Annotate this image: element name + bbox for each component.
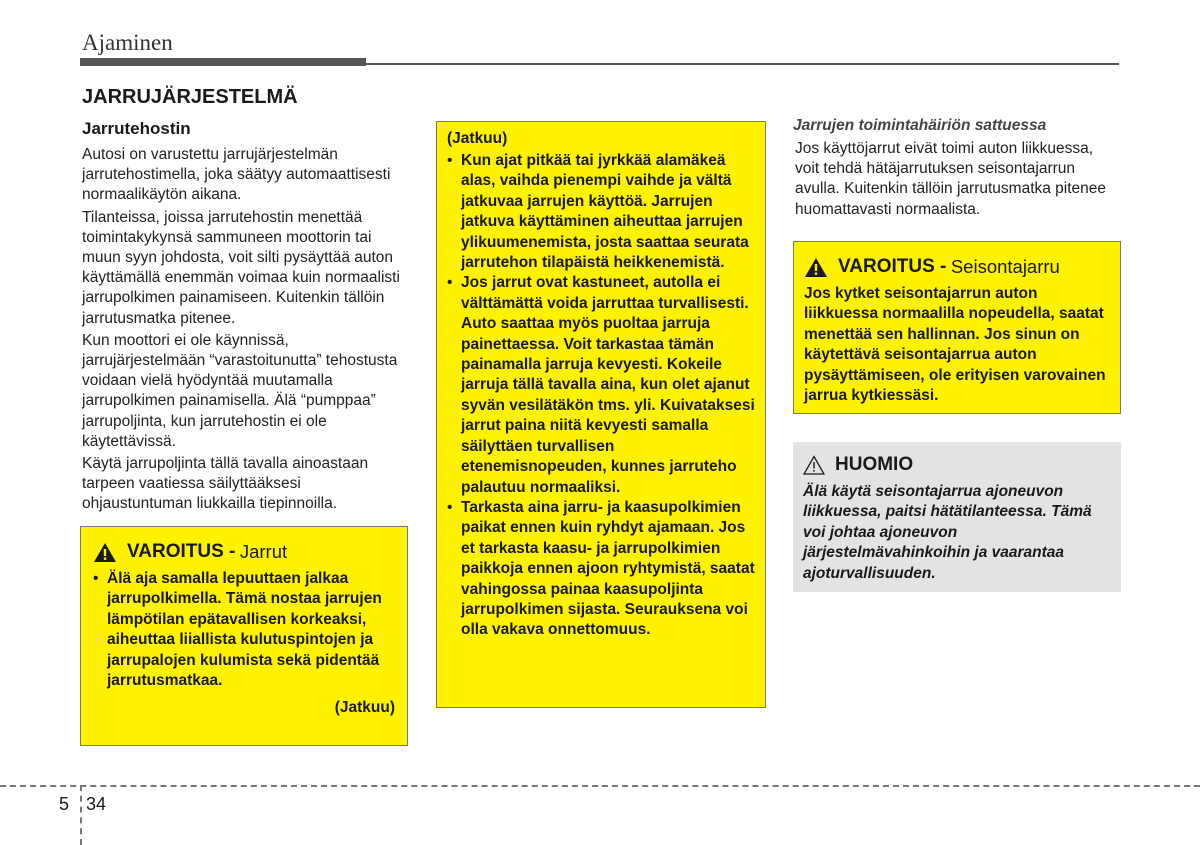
continued-header: (Jatkuu): [447, 130, 508, 147]
warning-triangle-icon: [93, 542, 117, 563]
paragraph-4: Käytä jarrupoljinta tällä tavalla ainoastaan tarpeen vaatiessa säilyttääksesi ohjaustuntuman liukkailla tiepinnoilla.: [82, 455, 369, 513]
warning-triangle-icon: [804, 257, 828, 278]
footer-dashed-divider: [80, 785, 82, 845]
list-item-text: Tarkasta aina jarru- ja kaasupolkimien paikat ennen kuin ryhdyt ajamaan. Jos et tarkasta kaasu- ja jarrupolkimien paikkoja ennen ajoon ryhtymistä, saatat vahingossa painaa kaasupoljinta jarrupolkimen sijasta. Seurauksena voi olla vakava onnettomuus.: [461, 498, 755, 639]
header-rule-line: [366, 63, 1119, 65]
warning-subtitle: Jarrut: [239, 541, 288, 562]
right-text-column: [793, 116, 1121, 222]
paragraph-brake-failure: Jos käyttöjarrut eivät toimi auton liikkuessa, voit tehdä hätäjarrutuksen seisontajarrun avulla. Kuitenkin tällöin jarrutusmatka pitenee huomattavasti normaalista.: [795, 140, 1107, 218]
notice-header: [803, 454, 1109, 476]
left-text-column: [80, 116, 408, 517]
list-item-text: Jos jarrut ovat kastuneet, autolla ei välttämättä voida jarruttaa turvallisesti. Auto saattaa myös puoltaa jarruja painettaessa. Voit tarkastaa tämän painamalla jarruja kevyesti. Kokeile jarruja tällä tavalla aina, kun olet ajanut syvän vesilätäkön tms. yli. Kuivataksesi jarrut paina niitä kevyesti samalla säilyttäen turvallisen etenemisnopeuden, kunnes jarruteho palautuu normaaliksi.: [461, 274, 755, 496]
warning-box-header: [804, 256, 1110, 278]
header-thick-bar: [80, 58, 366, 66]
paragraph-3: Kun moottori ei ole käynnissä, jarrujärjestelmään “varastoitunutta” tehostusta voidaan vielä hyödyntää muutamalla jarrupolkimen painamisella. Älä “pumppaa” jarrupoljinta, kun jarrutehostin ei ole käytettävissä.: [82, 331, 398, 450]
warning-subtitle: Seisontajarru: [950, 256, 1060, 277]
subheading-brake-failure: Jarrujen toimintahäiriön sattuessa: [793, 117, 1047, 134]
page-number: 34: [86, 794, 107, 814]
notice-box: [793, 442, 1121, 592]
footer-dashed-line: [0, 785, 1200, 787]
paragraph-1: Autosi on varustettu jarrujärjestelmän jarrutehostimella, joka säätyy automaattisesti normaalikäytön aikana.: [82, 146, 391, 204]
warning-box-brakes: [80, 526, 408, 746]
bullet: •: [93, 570, 99, 587]
bullet: •: [447, 498, 453, 516]
warning-list: [93, 569, 395, 691]
bullet: •: [447, 152, 453, 169]
section-title: JARRUJÄRJESTELMÄ: [82, 86, 298, 108]
notice-title: HUOMIO: [835, 454, 914, 475]
notice-text: Älä käytä seisontajarrua ajoneuvon liikkuessa, paitsi hätätilanteessa. Tämä voi johtaa ajoneuvon järjestelmävahinkoihin ja vaarantaa ajoturvallisuuden.: [803, 483, 1092, 582]
warning-title: VAROITUS -: [838, 256, 947, 277]
bullet: •: [447, 274, 453, 292]
warning-box-header: [93, 541, 395, 563]
list-item: [447, 273, 755, 497]
warning-text: Jos kytket seisontajarrun auton liikkuessa normaalilla nopeudella, saatat menettää sen hallinnan. Jos sinun on käytettävä seisontajarrua auton pysäyttämiseen, ole erityisen varovainen jarrua kytkiessäsi.: [804, 285, 1106, 405]
warning-box-parking-brake: [793, 241, 1121, 414]
list-item: [447, 498, 755, 641]
continued-warning-box: [436, 121, 766, 708]
chapter-header-title: Ajaminen: [82, 30, 173, 55]
paragraph-2: Tilanteissa, joissa jarrutehostin menettää toimintakykynsä sammuneen moottorin tai muun syyn johdosta, voit silti pysäyttää auton käyttämällä enemmän voimaa kuin normaalisti jarrupolkimen painamiseen. Kuitenkin tällöin jarrutusmatka pitenee.: [82, 208, 400, 327]
subheading-jarrutehostin: Jarrutehostin: [82, 119, 191, 138]
continued-list: [447, 151, 755, 641]
list-item: [447, 151, 755, 273]
list-item-text: Kun ajat pitkää tai jyrkkää alamäkeä alas, vaihda pienempi vaihde ja vältä jatkuvaa jarrujen käyttöä. Jarrujen jatkuva käyttäminen aiheuttaa jarrujen ylikuumenemista, josta saattaa seurata jarrutehon tilapäistä heikkenemistä.: [461, 152, 749, 272]
warning-item-text: Älä aja samalla lepuuttaen jalkaa jarrupolkimella. Tämä nostaa jarrujen lämpötilan epätavallisen korkeaksi, aiheuttaa liiallista kulutuspintojen ja jarrupalojen kulumista sekä pidentää jarrutusmatkaa.: [107, 570, 382, 690]
caution-triangle-outline-icon: [803, 455, 825, 475]
chapter-number: 5: [59, 794, 70, 814]
warning-list-item: [93, 569, 395, 691]
continued-label: (Jatkuu): [334, 699, 395, 717]
warning-title: VAROITUS -: [127, 541, 236, 562]
